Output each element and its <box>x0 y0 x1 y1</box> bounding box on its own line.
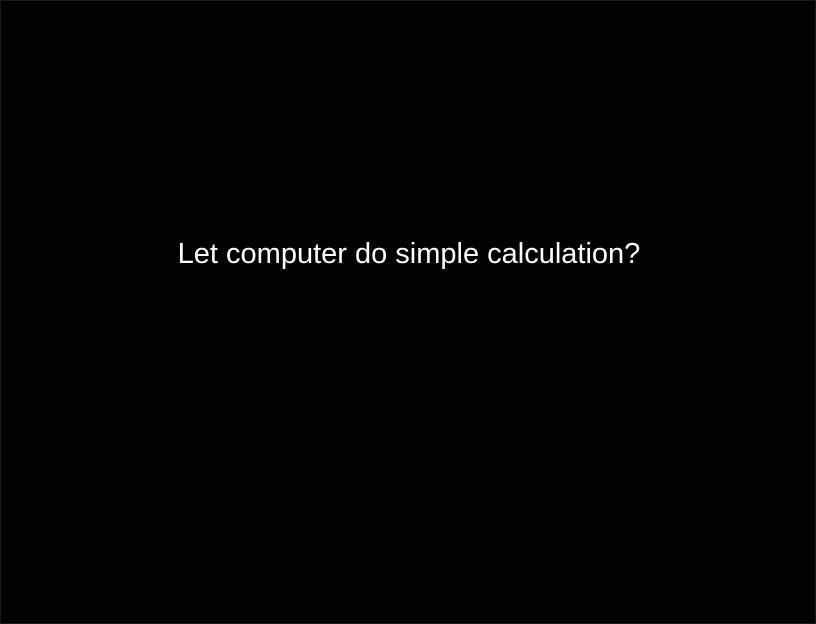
slide-title: Let computer do simple calculation? <box>177 238 641 270</box>
